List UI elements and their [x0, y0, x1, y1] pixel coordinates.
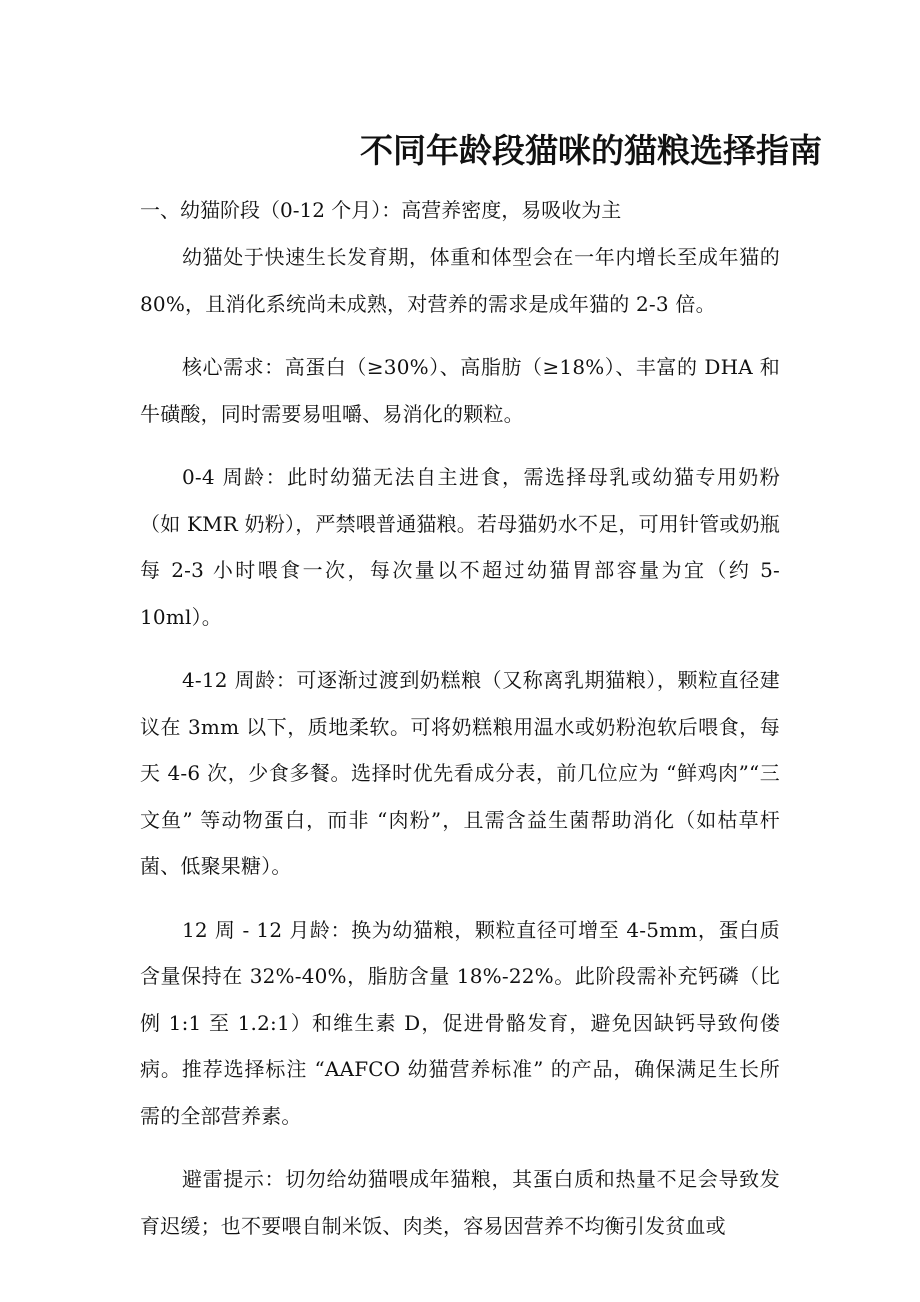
section-body	[140, 234, 780, 1266]
document-title: 不同年龄段猫咪的猫粮选择指南	[360, 131, 822, 170]
paragraph-12-weeks-12-months: 12 周 - 12 月龄：换为幼猫粮，颗粒直径可增至 4-5mm，蛋白质含量保持在 32%-40%，脂肪含量 18%-22%。此阶段需补充钙磷（比例 1:1 至 1.2:1）和维生素 D，促进骨骼发育，避免因缺钙导致佝偻病。推荐选择标注 “AAFCO 幼猫营养标准” 的产品，确保满足生长所需的全部营养素。	[140, 917, 780, 1128]
paragraph-pitfall-tips: 避雷提示：切勿给幼猫喂成年猫粮，其蛋白质和热量不足会导致发育迟缓；也不要喂自制米饭、肉类，容易因营养不均衡引发贫血或	[140, 1167, 780, 1238]
paragraph-core-needs: 核心需求：高蛋白（≥30%）、高脂肪（≥18%）、丰富的 DHA 和牛磺酸，同时需要易咀嚼、易消化的颗粒。	[140, 355, 780, 426]
paragraph-0-4-weeks: 0-4 周龄：此时幼猫无法自主进食，需选择母乳或幼猫专用奶粉（如 KMR 奶粉），严禁喂普通猫粮。若母猫奶水不足，可用针管或奶瓶每 2-3 小时喂食一次，每次量以不超过幼猫胃部容量为宜（约 5-10ml）。	[140, 465, 780, 629]
paragraph-4-12-weeks: 4-12 周龄：可逐渐过渡到奶糕粮（又称离乳期猫粮），颗粒直径建议在 3mm 以下，质地柔软。可将奶糕粮用温水或奶粉泡软后喂食，每天 4-6 次，少食多餐。选择时优先看成分表，前几位应为 “鲜鸡肉”“三文鱼” 等动物蛋白，而非 “肉粉”，且需含益生菌帮助消化（如枯草杆菌、低聚果糖）。	[140, 668, 780, 878]
paragraph-intro: 幼猫处于快速生长发育期，体重和体型会在一年内增长至成年猫的 80%，且消化系统尚未成熟，对营养的需求是成年猫的 2-3 倍。	[140, 245, 780, 316]
section-heading-kitten-stage: 一、幼猫阶段（0-12 个月）：高营养密度，易吸收为主	[140, 198, 622, 222]
